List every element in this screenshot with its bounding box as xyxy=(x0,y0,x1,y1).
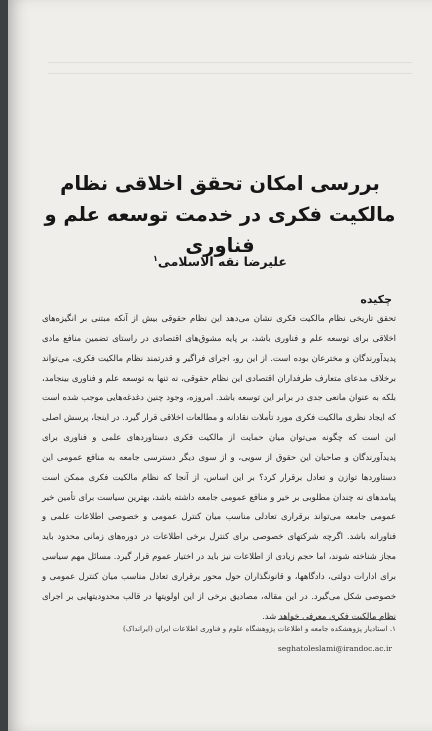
bleed-through-text xyxy=(48,52,412,74)
abstract-heading: چکیده xyxy=(360,293,392,306)
author-footnote-mark: ۱ xyxy=(153,254,158,263)
footnote-divider xyxy=(278,619,396,620)
journal-page xyxy=(8,0,432,731)
article-title: بررسی امکان تحقق اخلاقی نظام مالکیت فکری در خدمت توسعه علم و فناوری xyxy=(44,172,396,257)
author-affiliation-footnote: ۱. استادیار پژوهشکده جامعه و اطلاعات پژوهشگاه علوم و فناوری اطلاعات ایران (ایرانداک) xyxy=(123,624,396,633)
author-name: علیرضا نقه الاسلامی xyxy=(157,254,287,270)
abstract-text: تحقق تاریخی نظام مالکیت فکری نشان می‌دهد این نظام حقوقی بیش از آنکه مبتنی بر انگیزه‌های اخلاقی برای توسعه علم و فناوری باشد، بر پایه مشوق‌های اقتصادی در راستای تضمین منافع مادی پدیدآورندگان و مخترعان بوده است. از این رو، اجرای فراگیر و قدرتمند نظام مالکیت فکری، می‌تواند برخلاف مدعای متعارف طرفداران اقتصادی این نظام حقوقی، نه تنها به توسعه علم و فناوری بینجامد، بلکه به عنوان مانعی جدی در برابر این توسعه باشد. امروزه، وجود چنین دغدغه‌هایی موجب شده است که ایجاد نظری مالکیت فکری مورد تأملات نقادانه و مطالعات اخلاقی قرار گیرد. در اینجا، پرسش اصلی این است که چگونه می‌توان میان حمایت از مالکیت فکری دستاوردهای علمی و فناوری برای پدیدآورندگان و صاحبان این حقوق از سویی، و از سوی دیگر دسترسی جامعه به منافع عمومی این دستاوردها توازن و تعادل برقرار کرد؟ بر این اساس، از آنجا که نظام مالکیت فکری ممکن است پیامدهای نه چندان مطلوبی بر خیر و منافع عمومی جامعه داشته باشد، بهترین سیاست برای تأمین خیر عمومی جامعه می‌تواند برقراری تعادلی مناسب میان کنترل عمومی و خصوصی اطلاعات علمی و فناورانه باشد. اگرچه شرکتهای خصوصی برای کنترل برخی اطلاعات در دوره‌های زمانی محدود باید مجاز شناخته شوند، اما حجم زیادی از اطلاعات نیز باید در اختیار عموم قرار گیرد. مسائل مهم سیاسی برای ادارات دولتی، دادگاهها، و قانونگذاران حول محور برقراری تعادل مناسب میان کنترل عمومی و خصوصی شکل می‌گیرد. در این مقاله، مصادیق برخی از این اولویتها در قالب محدودیتهایی بر اجرای نظام مالکیت فکری معرفی خواهد شد. xyxy=(42,313,396,621)
author-email: seghatoleslami@irandoc.ac.ir xyxy=(277,644,392,653)
author-line xyxy=(48,254,392,269)
